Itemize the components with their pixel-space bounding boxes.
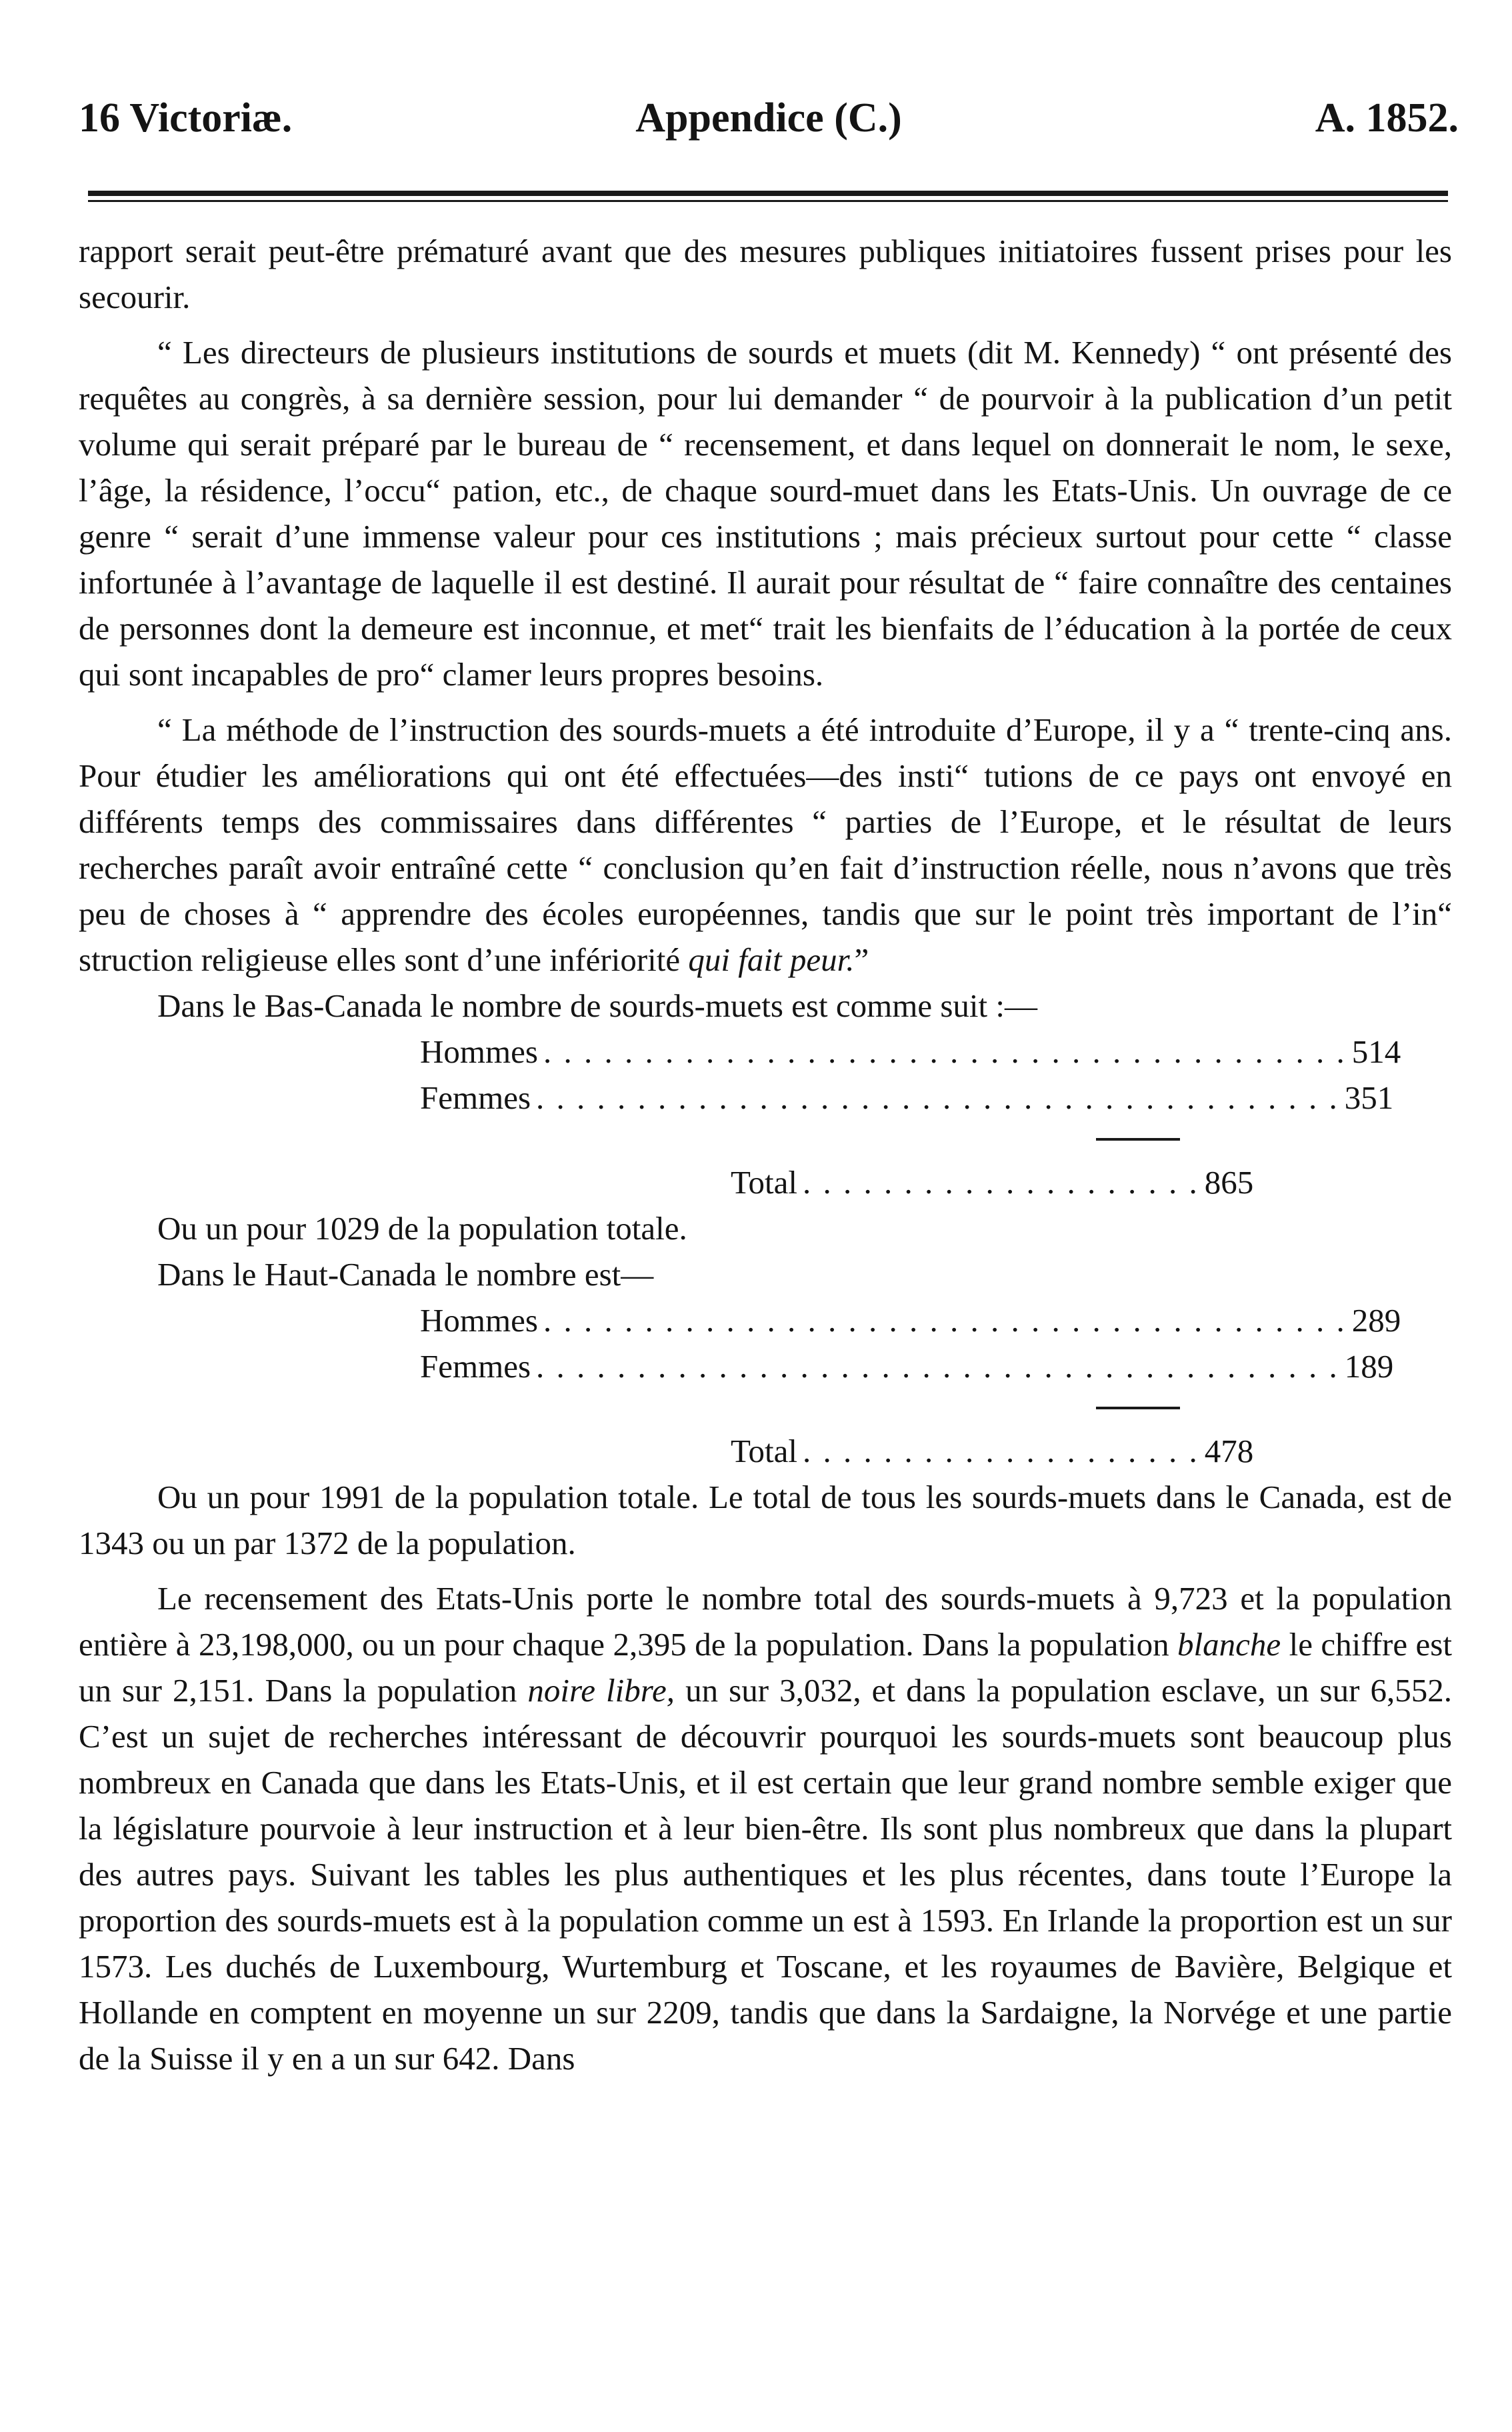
quote-italic-ending: qui fait peur. — [688, 941, 855, 978]
leader-dots: . . . . . . . . . . . . . . . . . . . . . . . . . . . . . . . . . . . . . . . . — [543, 1033, 1347, 1070]
sum-rule — [1096, 1407, 1180, 1409]
row-label: Femmes — [420, 1079, 531, 1116]
row-label: Hommes — [420, 1302, 538, 1339]
total-label: Total — [731, 1164, 797, 1201]
bas-canada-table — [420, 1029, 1401, 1205]
bas-canada-ratio: Ou un pour 1029 de la population totale. — [157, 1210, 687, 1247]
table-row — [420, 1297, 1401, 1343]
row-value: 189 — [1344, 1348, 1394, 1385]
final-text-a: Le recensement des Etats-Unis porte le nombre total des sourds-muets à 9,723 et la population entière à 23,198,000, ou un pour chaque 2,395 de la population. Dans la population — [79, 1580, 1452, 1663]
running-header — [79, 81, 1459, 148]
row-label: Hommes — [420, 1033, 538, 1070]
row-value: 351 — [1344, 1079, 1394, 1116]
table-row — [420, 1029, 1401, 1075]
quote-close-mark: ” — [854, 941, 869, 978]
leader-dots: . . . . . . . . . . . . . . . . . . . . — [803, 1164, 1199, 1201]
header-rule-thick — [88, 191, 1448, 196]
table-row — [420, 1075, 1394, 1121]
header-appendix: Appendice (C.) — [635, 95, 902, 141]
row-value: 514 — [1351, 1033, 1401, 1070]
total-row — [420, 1159, 1254, 1205]
total-value: 478 — [1204, 1433, 1254, 1469]
sum-rule — [1096, 1138, 1180, 1141]
quote-paragraph-1: “ Les directeurs de plusieurs institutions de sourds et muets (dit M. Kennedy) “ ont présenté des requêtes au congrès, à sa dernière session, pour lui demander “ de pourvoir à la publication d’un petit volume qui serait préparé par le bureau de “ recensement, et dans lequel on donnerait le nom, le sexe, l’âge, la résidence, l’occu“ pation, etc., de chaque sourd-muet dans les Etats-Unis. Un ouvrage de ce genre “ serait d’une immense valeur pour ces institutions ; mais précieux surtout pour cette “ classe infortunée à l’avantage de laquelle il est destiné. Il aurait pour résultat de “ faire connaître des centaines de personnes dont la demeure est inconnue, et met“ trait les bienfaits de l’éducation à la portée de ceux qui sont incapables de pro“ clamer leurs propres besoins. — [79, 334, 1452, 693]
final-italic-noire-libre: noire libre, — [527, 1672, 675, 1709]
header-rule-thin — [88, 200, 1448, 202]
final-italic-blanche: blanche — [1177, 1626, 1281, 1663]
leader-dots: . . . . . . . . . . . . . . . . . . . . . . . . . . . . . . . . . . . . . . . . — [543, 1302, 1347, 1339]
table-row — [420, 1343, 1394, 1389]
final-text-c: le chiffre est un sur 2,151. Dans la population — [79, 1626, 1452, 1709]
leader-dots: . . . . . . . . . . . . . . . . . . . . . . . . . . . . . . . . . . . . . . . . — [536, 1079, 1339, 1116]
haut-canada-ratio: Ou un pour 1991 de la population totale. Le total de tous les sourds-muets dans le Canada, est de 1343 ou un par 1372 de la population. — [79, 1479, 1452, 1561]
final-paragraph — [79, 1575, 1452, 2081]
final-text-e: un sur 3,032, et dans la population esclave, un sur 6,552. C’est un sujet de recherches intéressant de découvrir pourquoi les sourds-muets sont beaucoup plus nombreux en Canada que dans les Etats-Unis, et il est certain que leur grand nombre semble exiger que la législature pourvoie à leur instruction et à leur bien-être. Ils sont plus nombreux que dans la plupart des autres pays. Suivant les tables les plus authentiques et les plus récentes, dans toute l’Europe la proportion des sourds-muets est à la population comme un est à 1593. En Irlande la proportion est un sur 1573. Les duchés de Luxembourg, Wurtemburg et Toscane, et les royaumes de Bavière, Belgique et Hollande en comptent en moyenne un sur 2209, tandis que dans la Sardaigne, la Norvége et une partie de la Suisse il y en a un sur 642. Dans — [79, 1672, 1453, 2077]
row-value: 289 — [1351, 1302, 1401, 1339]
leader-dots: . . . . . . . . . . . . . . . . . . . . — [803, 1433, 1199, 1469]
leader-dots: . . . . . . . . . . . . . . . . . . . . . . . . . . . . . . . . . . . . . . . . — [536, 1348, 1339, 1385]
quote-paragraph-2-text: “ La méthode de l’instruction des sourds-muets a été introduite d’Europe, il y a “ trente-cinq ans. Pour étudier les améliorations qui ont été effectuées—des insti“ tutions de ce pays ont envoyé en différents temps des commissaires dans différentes “ parties de l’Europe, et le résultat de leurs recherches paraît avoir entraîné cette “ conclusion qu’en fait d’instruction réelle, nous n’avons que très peu de choses à “ apprendre des écoles européennes, tandis que sur le point très important de l’in“ struction religieuse elles sont d’une infériorité — [79, 711, 1452, 978]
total-row — [420, 1428, 1254, 1474]
total-label: Total — [731, 1433, 797, 1469]
quote-paragraph-2 — [79, 707, 1452, 983]
header-session: 16 Victoriæ. — [79, 95, 293, 141]
haut-canada-table — [420, 1297, 1401, 1474]
body-text — [79, 228, 1452, 2081]
total-value: 865 — [1204, 1164, 1254, 1201]
header-year: A. 1852. — [1315, 95, 1459, 141]
bas-canada-intro: Dans le Bas-Canada le nombre de sourds-muets est comme suit :— — [157, 987, 1037, 1024]
haut-canada-intro: Dans le Haut-Canada le nombre est— — [157, 1256, 654, 1293]
row-label: Femmes — [420, 1348, 531, 1385]
paragraph-continued: rapport serait peut-être prématuré avant que des mesures publiques initiatoires fussent prises pour les secourir. — [79, 233, 1452, 315]
